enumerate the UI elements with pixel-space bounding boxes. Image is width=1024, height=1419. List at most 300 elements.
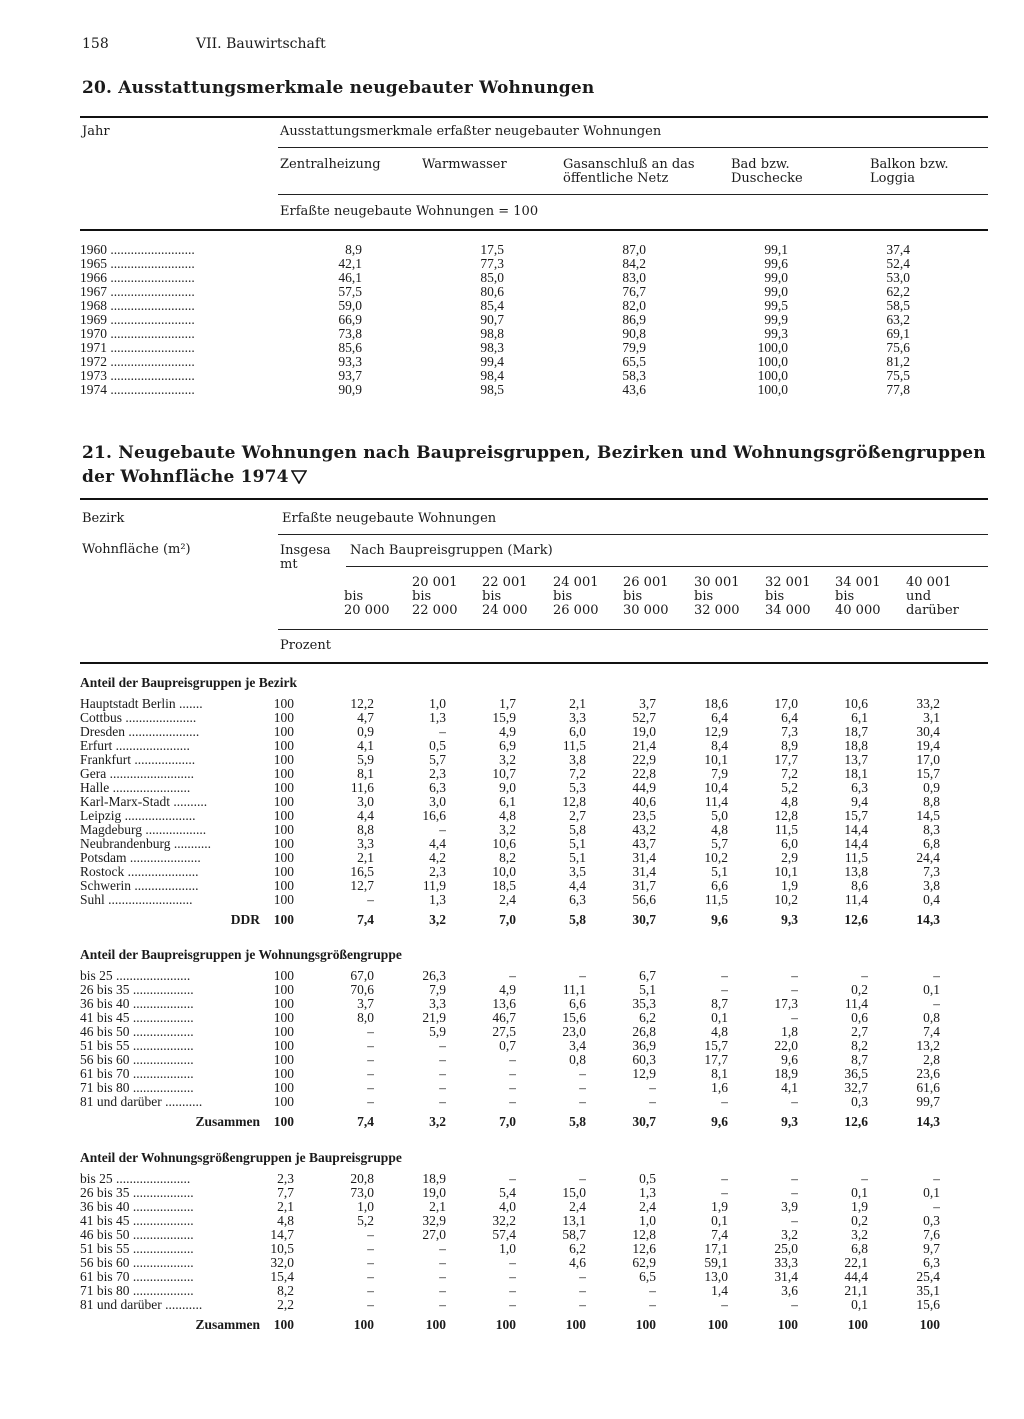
cell-value: 0,1	[851, 1186, 868, 1200]
row-label: 61 bis 70 ..................	[80, 1067, 194, 1081]
cell-value: 10,4	[704, 781, 728, 795]
total-value: 100	[707, 1317, 728, 1332]
total-value: 100	[777, 1317, 798, 1332]
price-col-word: bis	[482, 589, 502, 604]
cell-value: 99,7	[916, 1095, 940, 1109]
cell-value: 0,9	[357, 725, 374, 739]
cell-value: –	[579, 1284, 586, 1298]
cell-value: 58,7	[562, 1228, 586, 1242]
cell-value: 90,9	[338, 383, 362, 397]
table-row	[80, 711, 940, 725]
cell-value: 11,9	[422, 879, 446, 893]
cell-value: 2,1	[429, 1200, 446, 1214]
table-row	[80, 809, 940, 823]
cell-value: 90,8	[622, 327, 646, 341]
cell-value: –	[439, 1256, 446, 1270]
cell-value: 22,1	[844, 1256, 868, 1270]
price-col-to: darüber	[906, 603, 959, 618]
cell-value: 18,6	[704, 697, 728, 711]
cell-value: –	[791, 1095, 798, 1109]
cell-value: 73,0	[350, 1186, 374, 1200]
cell-value: –	[509, 1270, 516, 1284]
cell-value: 23,6	[916, 1067, 940, 1081]
total-value: 100	[565, 1317, 586, 1332]
cell-value: 100	[273, 893, 294, 907]
row-label: Gera .........................	[80, 767, 194, 781]
cell-value: 99,6	[764, 257, 788, 271]
table21-title-text: der Wohnfläche 1974	[82, 467, 289, 487]
cell-value: –	[721, 969, 728, 983]
table-row	[80, 893, 940, 907]
table-row	[80, 383, 910, 397]
cell-value: 8,8	[923, 795, 940, 809]
cell-value: 2,4	[639, 1200, 656, 1214]
row-label: 46 bis 50 ..................	[80, 1025, 194, 1039]
table21-subgroup-rule	[346, 566, 988, 567]
cell-value: 8,1	[357, 767, 374, 781]
cell-value: 14,4	[844, 823, 868, 837]
cell-value: 5,7	[429, 753, 446, 767]
table-row	[80, 1172, 940, 1186]
table-row	[80, 851, 940, 865]
cell-value: 8,9	[345, 243, 362, 257]
cell-value: 10,2	[704, 851, 728, 865]
section-heading: Anteil der Baupreisgruppen je Wohnungsgrößengruppe	[80, 947, 402, 962]
cell-value: 14,4	[844, 837, 868, 851]
row-year: 1968 .........................	[80, 299, 195, 313]
price-col-from: 40 001	[906, 575, 952, 590]
cell-value: 1,9	[781, 879, 798, 893]
table21-stub-bezirk: Bezirk	[82, 511, 125, 526]
row-year: 1972 .........................	[80, 355, 195, 369]
cell-value: 22,8	[632, 767, 656, 781]
cell-value: 8,3	[923, 823, 940, 837]
table-row	[80, 327, 910, 341]
cell-value: 13,6	[492, 997, 516, 1011]
cell-value: 10,2	[774, 893, 798, 907]
section-heading: Anteil der Baupreisgruppen je Bezirk	[80, 675, 298, 690]
cell-value: 15,9	[492, 711, 516, 725]
col-head-gasanschluss: Gasanschluß an das öffentliche Netz	[563, 157, 695, 186]
cell-value: 4,9	[499, 983, 516, 997]
price-col-to: 26 000	[553, 603, 599, 618]
cell-value: –	[367, 1039, 374, 1053]
cell-value: 13,0	[704, 1270, 728, 1284]
cell-value: 31,7	[632, 879, 656, 893]
cell-value: 100	[273, 879, 294, 893]
table-row	[80, 795, 940, 809]
total-value: 3,2	[429, 912, 446, 927]
cell-value: 59,0	[338, 299, 362, 313]
cell-value: 22,9	[632, 753, 656, 767]
cell-value: 8,9	[781, 739, 798, 753]
cell-value: 4,8	[781, 795, 798, 809]
cell-value: 57,5	[338, 285, 362, 299]
cell-value: 5,7	[711, 837, 728, 851]
cell-value: 13,1	[562, 1214, 586, 1228]
row-label: Magdeburg ..................	[80, 823, 207, 837]
cell-value: 80,6	[480, 285, 504, 299]
cell-value: 0,5	[429, 739, 446, 753]
total-value: 12,6	[844, 1114, 868, 1129]
price-col-header	[906, 576, 959, 618]
row-label: 36 bis 40 ..................	[80, 997, 194, 1011]
cell-value: 17,5	[480, 243, 504, 257]
total-value: 12,6	[844, 912, 868, 927]
price-col-from: 32 001	[765, 575, 811, 590]
cell-value: 11,5	[562, 739, 586, 753]
cell-value: 35,3	[632, 997, 656, 1011]
cell-value: 2,3	[429, 865, 446, 879]
cell-value: 98,8	[480, 327, 504, 341]
cell-value: 12,7	[350, 879, 374, 893]
price-col-to: 30 000	[623, 603, 669, 618]
total-value: 9,6	[711, 1114, 728, 1129]
cell-value: 99,3	[764, 327, 788, 341]
cell-value: 1,9	[851, 1200, 868, 1214]
cell-value: 1,3	[639, 1186, 656, 1200]
cell-value: –	[791, 1186, 798, 1200]
cell-value: 100	[273, 753, 294, 767]
cell-value: 8,4	[711, 739, 728, 753]
cell-value: 32,0	[270, 1256, 294, 1270]
cell-value: 93,7	[338, 369, 362, 383]
row-label: Schwerin ...................	[80, 879, 199, 893]
cell-value: 69,1	[886, 327, 910, 341]
cell-value: 6,3	[569, 893, 586, 907]
table21-stub-wohnflaeche: Wohnfläche (m²)	[82, 542, 191, 557]
section-table	[80, 1172, 940, 1332]
cell-value: –	[439, 1270, 446, 1284]
cell-value: –	[439, 1067, 446, 1081]
cell-value: –	[933, 1200, 940, 1214]
cell-value: 52,4	[886, 257, 910, 271]
table20-head-bottom-rule	[80, 229, 988, 231]
cell-value: –	[649, 1081, 656, 1095]
cell-value: 100	[273, 809, 294, 823]
cell-value: 1,7	[499, 697, 516, 711]
cell-value: 31,4	[632, 865, 656, 879]
cell-value: 3,8	[569, 753, 586, 767]
total-value: 14,3	[916, 912, 940, 927]
cell-value: 15,4	[270, 1270, 294, 1284]
price-col-from: 22 001	[482, 575, 528, 590]
price-col-from: 24 001	[553, 575, 599, 590]
price-col-header	[765, 576, 811, 618]
cell-value: 98,5	[480, 383, 504, 397]
cell-value: 66,9	[338, 313, 362, 327]
cell-value: 11,6	[350, 781, 374, 795]
cell-value: 90,7	[480, 313, 504, 327]
table-row	[80, 753, 940, 767]
cell-value: 9,0	[499, 781, 516, 795]
cell-value: 1,3	[429, 711, 446, 725]
table20-body	[80, 243, 910, 397]
table-row	[80, 285, 910, 299]
cell-value: 8,6	[851, 879, 868, 893]
cell-value: 7,3	[923, 865, 940, 879]
cell-value: 1,0	[357, 1200, 374, 1214]
cell-value: 3,7	[639, 697, 656, 711]
row-label: 56 bis 60 ..................	[80, 1053, 194, 1067]
cell-value: –	[367, 1270, 374, 1284]
table-row	[80, 1256, 940, 1270]
cell-value: 3,4	[569, 1039, 586, 1053]
table-row	[80, 1228, 940, 1242]
cell-value: 6,6	[569, 997, 586, 1011]
cell-value: 4,6	[569, 1256, 586, 1270]
cell-value: 15,7	[704, 1039, 728, 1053]
cell-value: –	[579, 1298, 586, 1312]
cell-value: –	[791, 1172, 798, 1186]
cell-value: 100,0	[757, 383, 788, 397]
cell-value: 2,2	[277, 1298, 294, 1312]
cell-value: 15,6	[562, 1011, 586, 1025]
price-col-word: bis	[765, 589, 785, 604]
cell-value: 6,0	[781, 837, 798, 851]
cell-value: 18,7	[844, 725, 868, 739]
cell-value: 3,3	[429, 997, 446, 1011]
cell-value: –	[367, 1228, 374, 1242]
cell-value: 6,8	[923, 837, 940, 851]
cell-value: 7,3	[781, 725, 798, 739]
row-label: bis 25 ......................	[80, 969, 191, 983]
total-value: 100	[847, 1317, 868, 1332]
cell-value: 6,1	[499, 795, 516, 809]
cell-value: 0,3	[923, 1214, 940, 1228]
cell-value: 19,0	[422, 1186, 446, 1200]
cell-value: 0,7	[499, 1039, 516, 1053]
cell-value: 12,9	[704, 725, 728, 739]
cell-value: 36,9	[632, 1039, 656, 1053]
cell-value: 58,3	[622, 369, 646, 383]
table-row	[80, 1200, 940, 1214]
price-col-header	[694, 576, 740, 618]
total-value: 7,0	[499, 1114, 516, 1129]
price-col-from: 26 001	[623, 575, 669, 590]
table-row	[80, 1284, 940, 1298]
price-col-header	[344, 576, 390, 618]
cell-value: 53,0	[886, 271, 910, 285]
cell-value: 17,0	[916, 753, 940, 767]
table-row	[80, 1011, 940, 1025]
row-label: 81 und darüber ...........	[80, 1298, 203, 1312]
cell-value: 0,1	[923, 1186, 940, 1200]
cell-value: 84,2	[622, 257, 646, 271]
cell-value: 100	[273, 795, 294, 809]
table-row	[80, 767, 940, 781]
cell-value: 82,0	[622, 299, 646, 313]
cell-value: 100	[273, 837, 294, 851]
row-year: 1970 .........................	[80, 327, 195, 341]
table21-title-line2	[82, 467, 307, 489]
cell-value: 60,3	[632, 1053, 656, 1067]
cell-value: 26,8	[632, 1025, 656, 1039]
cell-value: 100	[273, 1095, 294, 1109]
cell-value: 19,0	[632, 725, 656, 739]
cell-value: 2,4	[499, 893, 516, 907]
page-number: 158	[82, 36, 109, 52]
price-col-header	[412, 576, 458, 618]
cell-value: 4,9	[499, 725, 516, 739]
table-row	[80, 879, 940, 893]
cell-value: –	[439, 1053, 446, 1067]
row-label: Rostock .....................	[80, 865, 199, 879]
cell-value: 100	[273, 711, 294, 725]
total-value: 100	[273, 1317, 294, 1332]
table-row	[80, 1270, 940, 1284]
cell-value: –	[439, 1298, 446, 1312]
cell-value: –	[509, 1284, 516, 1298]
cell-value: 11,5	[774, 823, 798, 837]
cell-value: 11,4	[704, 795, 728, 809]
row-label: bis 25 ......................	[80, 1172, 191, 1186]
cell-value: 12,8	[774, 809, 798, 823]
cell-value: –	[509, 1053, 516, 1067]
cell-value: –	[367, 1095, 374, 1109]
row-year: 1966 .........................	[80, 271, 195, 285]
price-col-header	[835, 576, 881, 618]
cell-value: 5,1	[639, 983, 656, 997]
cell-value: –	[367, 1053, 374, 1067]
cell-value: 93,3	[338, 355, 362, 369]
cell-value: 77,8	[886, 383, 910, 397]
cell-value: 4,1	[781, 1081, 798, 1095]
cell-value: 12,9	[632, 1067, 656, 1081]
cell-value: 6,6	[711, 879, 728, 893]
cell-value: –	[509, 1095, 516, 1109]
table21-top-rule	[80, 498, 988, 500]
cell-value: –	[649, 1284, 656, 1298]
cell-value: 67,0	[350, 969, 374, 983]
cell-value: 5,2	[357, 1214, 374, 1228]
cell-value: 10,1	[774, 865, 798, 879]
cell-value: 100	[273, 865, 294, 879]
cell-value: 5,9	[357, 753, 374, 767]
cell-value: 11,4	[844, 997, 868, 1011]
cell-value: 0,8	[923, 1011, 940, 1025]
cell-value: 0,3	[851, 1095, 868, 1109]
cell-value: 2,1	[277, 1200, 294, 1214]
table-row	[80, 1081, 940, 1095]
cell-value: 2,9	[781, 851, 798, 865]
table-row	[80, 865, 940, 879]
row-label: 51 bis 55 ..................	[80, 1242, 194, 1256]
cell-value: 17,7	[704, 1053, 728, 1067]
cell-value: –	[791, 969, 798, 983]
price-col-to: 34 000	[765, 603, 811, 618]
cell-value: 100	[273, 739, 294, 753]
cell-value: 7,2	[569, 767, 586, 781]
cell-value: 0,4	[923, 893, 940, 907]
row-year: 1965 .........................	[80, 257, 195, 271]
cell-value: 73,8	[338, 327, 362, 341]
cell-value: 0,1	[711, 1011, 728, 1025]
total-value: 3,2	[429, 1114, 446, 1129]
row-label: 71 bis 80 ..................	[80, 1284, 194, 1298]
total-value: 100	[919, 1317, 940, 1332]
cell-value: 27,5	[492, 1025, 516, 1039]
row-year: 1974 .........................	[80, 383, 195, 397]
cell-value: 12,2	[350, 697, 374, 711]
cell-value: 18,8	[844, 739, 868, 753]
cell-value: 15,6	[916, 1298, 940, 1312]
cell-value: 100,0	[757, 341, 788, 355]
cell-value: 100	[273, 1039, 294, 1053]
cell-value: 6,9	[499, 739, 516, 753]
cell-value: 46,7	[492, 1011, 516, 1025]
total-value: 100	[353, 1317, 374, 1332]
cell-value: 26,3	[422, 969, 446, 983]
cell-value: 13,8	[844, 865, 868, 879]
price-col-from: 20 001	[412, 575, 458, 590]
cell-value: 23,5	[632, 809, 656, 823]
cell-value: 9,7	[923, 1242, 940, 1256]
total-value: 100	[425, 1317, 446, 1332]
cell-value: 52,7	[632, 711, 656, 725]
cell-value: 100	[273, 767, 294, 781]
cell-value: 4,8	[277, 1214, 294, 1228]
cell-value: 59,1	[704, 1256, 728, 1270]
cell-value: –	[791, 1011, 798, 1025]
cell-value: 99,0	[764, 285, 788, 299]
cell-value: 56,6	[632, 893, 656, 907]
cell-value: –	[791, 983, 798, 997]
cell-value: 5,1	[569, 851, 586, 865]
cell-value: 100,0	[757, 369, 788, 383]
total-value: 9,3	[781, 912, 798, 927]
cell-value: –	[367, 1256, 374, 1270]
cell-value: 99,0	[764, 271, 788, 285]
cell-value: –	[579, 1270, 586, 1284]
row-label: Hauptstadt Berlin .......	[80, 697, 203, 711]
cell-value: 15,7	[916, 767, 940, 781]
cell-value: 3,8	[923, 879, 940, 893]
price-col-word: bis	[623, 589, 643, 604]
cell-value: 35,1	[916, 1284, 940, 1298]
cell-value: 8,1	[711, 1067, 728, 1081]
row-label: Karl-Marx-Stadt ..........	[80, 795, 208, 809]
cell-value: –	[439, 823, 446, 837]
cell-value: –	[439, 1081, 446, 1095]
cell-value: 22,0	[774, 1039, 798, 1053]
cell-value: 0,6	[851, 1011, 868, 1025]
cell-value: 33,3	[774, 1256, 798, 1270]
cell-value: 25,4	[916, 1270, 940, 1284]
cell-value: 100	[273, 697, 294, 711]
table20-cols-rule	[278, 194, 988, 195]
cell-value: –	[933, 997, 940, 1011]
cell-value: 32,7	[844, 1081, 868, 1095]
cell-value: 21,1	[844, 1284, 868, 1298]
cell-value: 8,2	[499, 851, 516, 865]
cell-value: 40,6	[632, 795, 656, 809]
cell-value: 36,5	[844, 1067, 868, 1081]
cell-value: 0,5	[639, 1172, 656, 1186]
cell-value: 3,0	[357, 795, 374, 809]
cell-value: –	[509, 1081, 516, 1095]
cell-value: 8,7	[851, 1053, 868, 1067]
row-label: 61 bis 70 ..................	[80, 1270, 194, 1284]
row-label: Dresden .....................	[80, 725, 200, 739]
cell-value: 43,7	[632, 837, 656, 851]
total-label: Zusammen	[195, 1114, 260, 1129]
cell-value: 100	[273, 1025, 294, 1039]
row-year: 1960 .........................	[80, 243, 195, 257]
cell-value: 100	[273, 851, 294, 865]
cell-value: 12,6	[632, 1242, 656, 1256]
total-row	[80, 1109, 940, 1129]
